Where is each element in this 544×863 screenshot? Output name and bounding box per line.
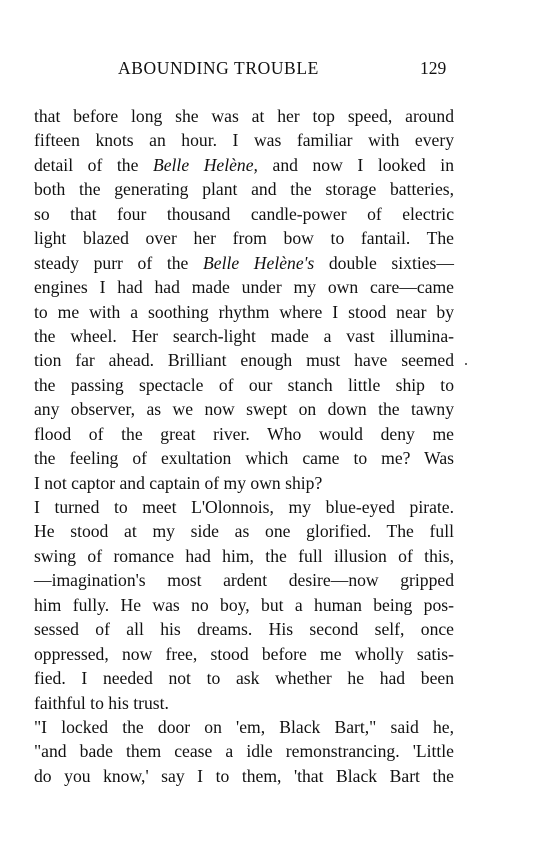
text-line: him fully. He was no boy, but a human being pos-	[34, 594, 454, 615]
text-line: faithful to his trust.	[34, 692, 169, 713]
text-line: "and bade them cease a idle remonstrancing. 'Little	[34, 741, 454, 762]
text-line: engines I had had made under my own care—came	[34, 277, 454, 298]
text-line: swing of romance had him, the full illusion of this,	[34, 545, 454, 566]
text-segment: and now I looked in	[257, 154, 454, 175]
text-segment: steady purr of the	[34, 252, 204, 273]
text-line: sessed of all his dreams. His second self, once	[34, 619, 454, 640]
text-line: both the generating plant and the storage batteries,	[34, 179, 454, 200]
text-line	[34, 251, 454, 275]
text-line: to me with a soothing rhythm where I stood near by	[34, 301, 454, 322]
text-line: do you know,' say I to them, 'that Black Bart the	[34, 765, 454, 786]
text-line: the feeling of exultation which came to me? Was	[34, 448, 454, 469]
text-line: light blazed over her from bow to fantail. The	[34, 228, 454, 249]
text-segment: double sixties—	[314, 252, 454, 273]
text-line	[34, 153, 454, 177]
text-segment: detail of the	[34, 154, 153, 175]
page-header	[0, 58, 544, 82]
text-line: tion far ahead. Brilliant enough must have seemed	[34, 350, 454, 371]
text-line: that before long she was at her top speed, around	[34, 106, 454, 126]
text-line: any observer, as we now swept on down the tawny	[34, 399, 454, 420]
text-line: flood of the great river. Who would deny me	[34, 423, 454, 444]
italic-ship-name: Belle Helène's	[203, 252, 315, 273]
text-line: I not captor and captain of my own ship?	[34, 472, 323, 493]
body-text	[34, 104, 454, 788]
page-number: 129	[420, 58, 447, 78]
italic-ship-name: Belle Helène,	[152, 154, 258, 175]
text-line: oppressed, now free, stood before me wholly satis-	[34, 643, 454, 664]
running-head: ABOUNDING TROUBLE	[118, 58, 319, 78]
text-line: so that four thousand candle-power of electric	[34, 203, 454, 224]
text-line: "I locked the door on 'em, Black Bart," said he,	[34, 716, 454, 737]
margin-speck	[465, 363, 467, 365]
text-line: the wheel. Her search-light made a vast illumina-	[34, 325, 454, 346]
text-line: fied. I needed not to ask whether he had been	[34, 668, 454, 689]
text-line: fifteen knots an hour. I was familiar with every	[34, 130, 454, 151]
text-line: the passing spectacle of our stanch little ship to	[34, 374, 454, 395]
text-line: —imagination's most ardent desire—now gripped	[34, 570, 454, 591]
text-line: He stood at my side as one glorified. The full	[34, 521, 454, 542]
text-line: I turned to meet L'Olonnois, my blue-eyed pirate.	[34, 497, 454, 517]
